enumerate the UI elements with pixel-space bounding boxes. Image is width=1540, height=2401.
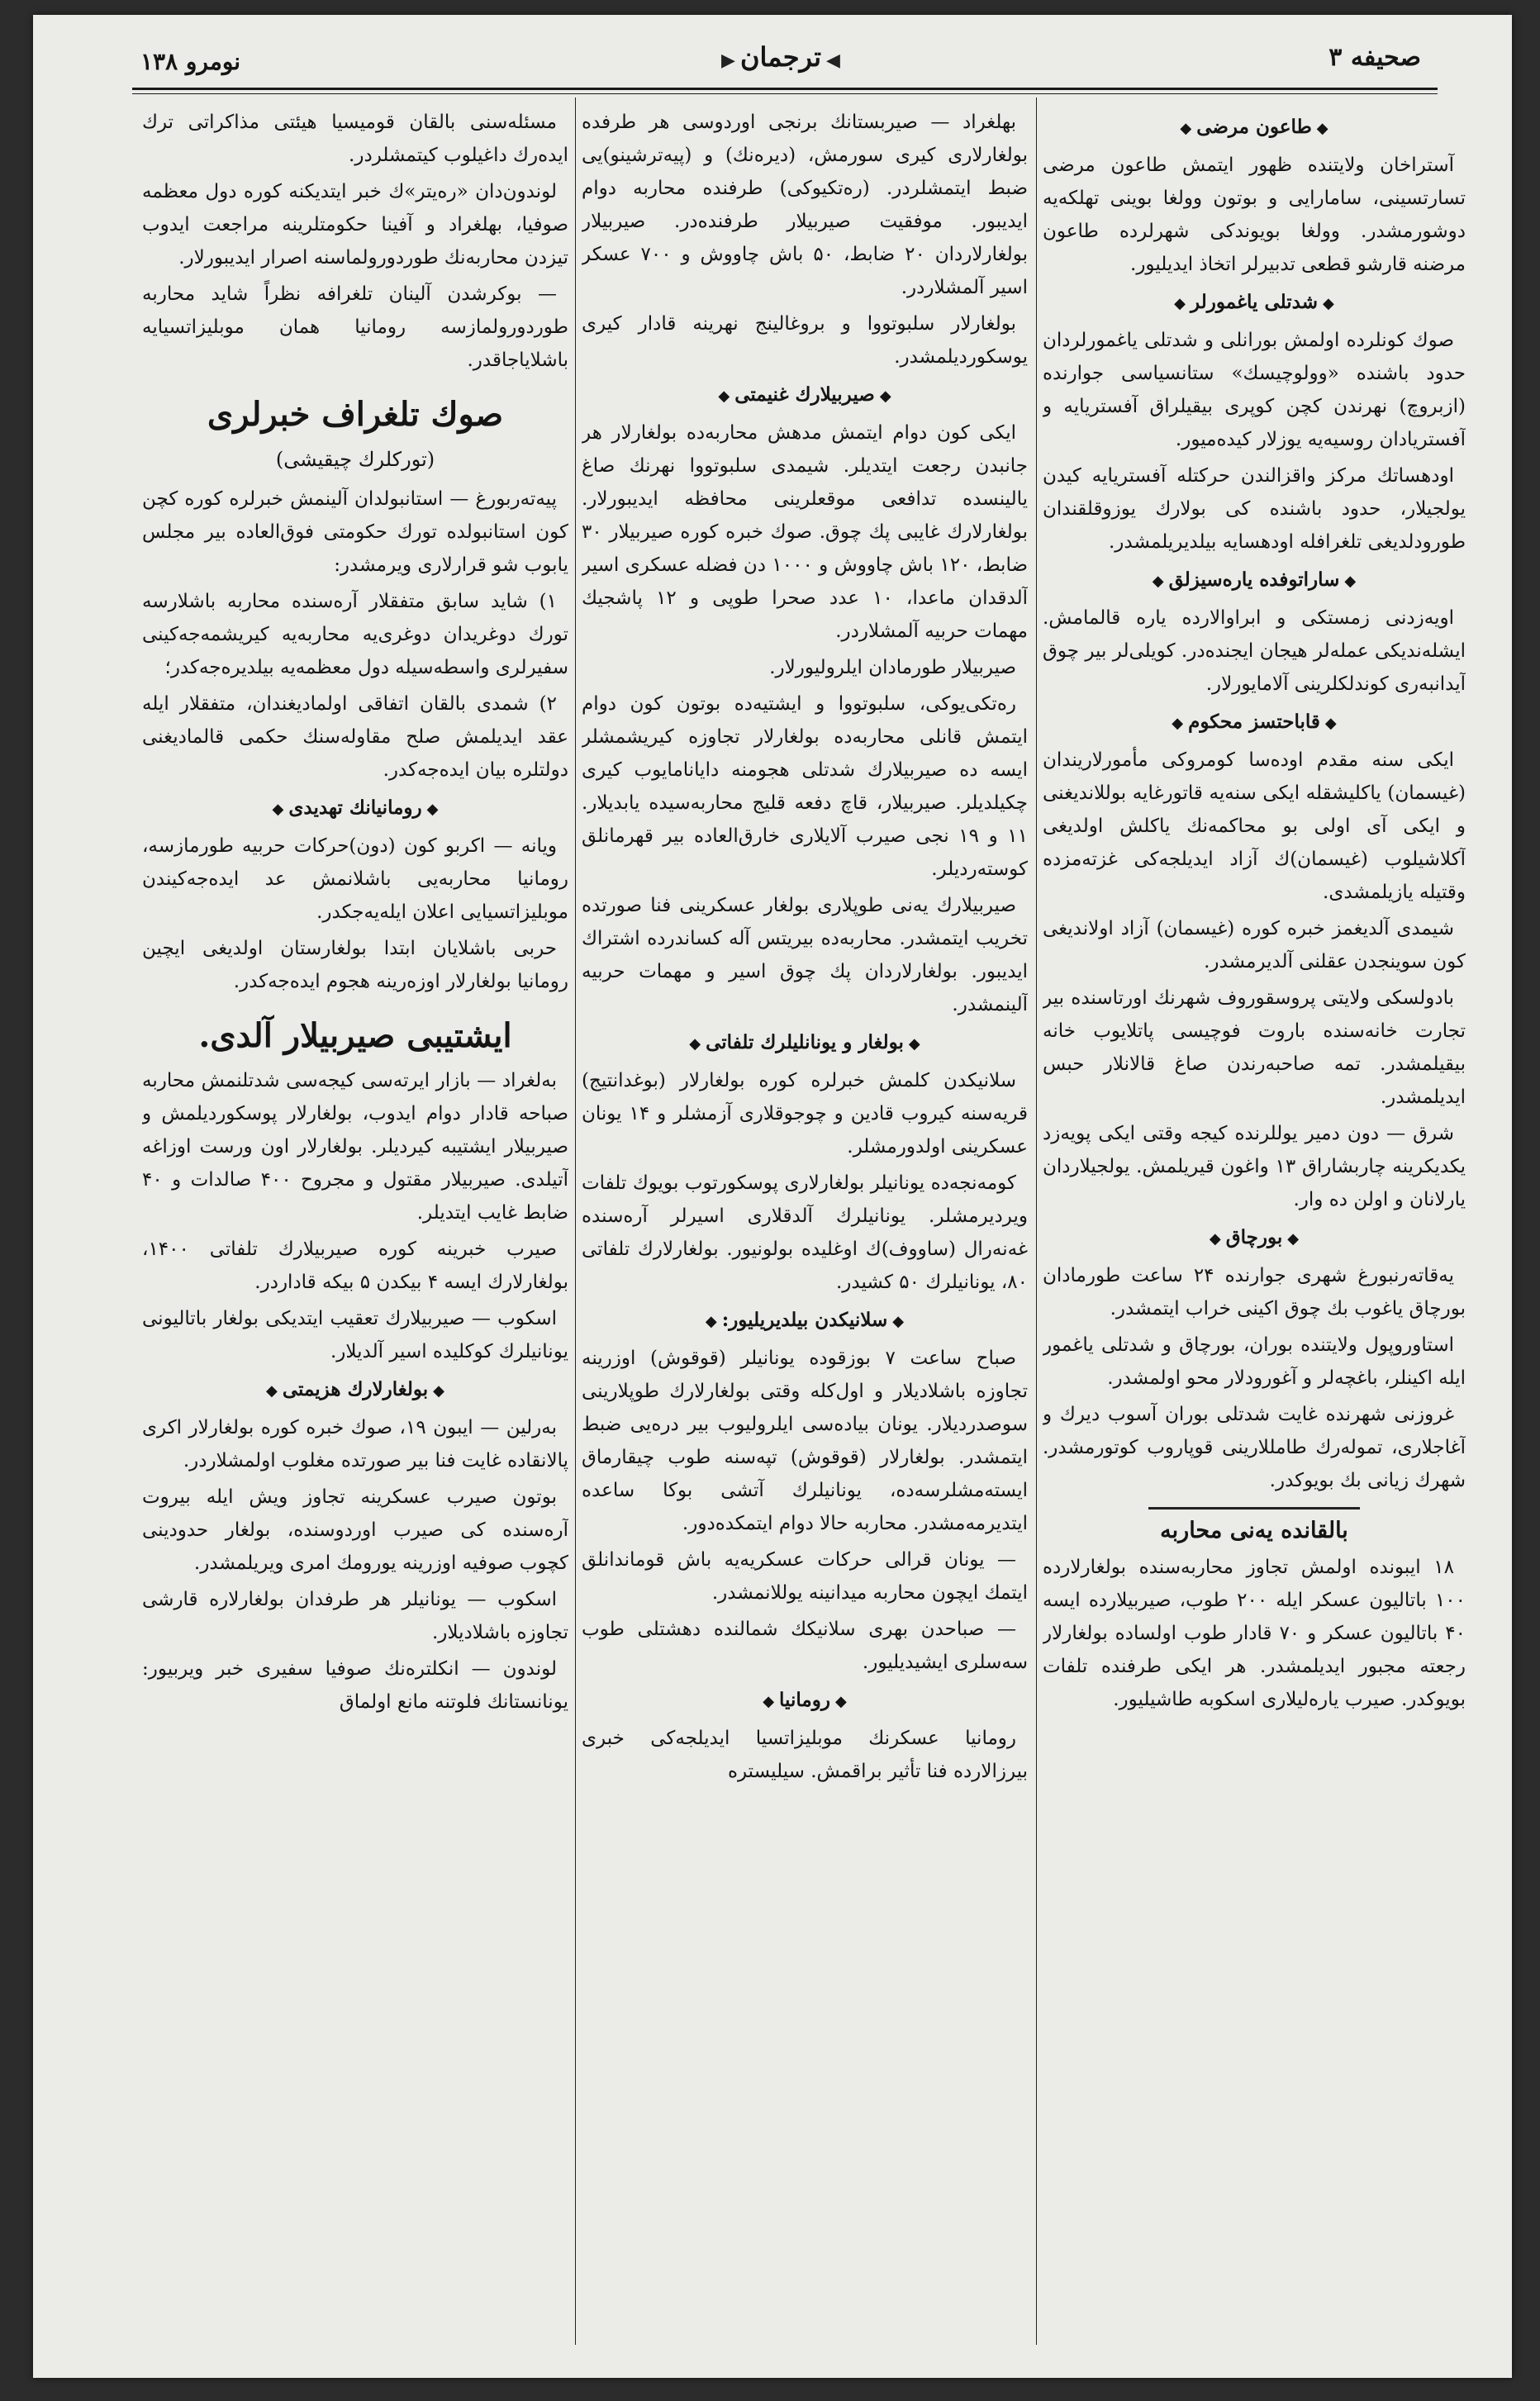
article-paragraph: غروزنی شهرنده غایت شدتلی بوران آسوب دیرك و آغاجلاری، تموله‌رك طامللارینی قوپاروب کوتورمشدر. شهرك زیانی بك بویوکدر. [1043, 1404, 1466, 1491]
section-divider [1148, 1507, 1360, 1510]
article-paragraph: ایکی سنه مقدم اوده‌سا کومروکی مأمورلاریندان (غیسمان) یاکلیشقله ایکی سنه‌یه قاتورغایه بوللاندیغنی و ایکی آی اولی بو محاکمه‌نك یاکلش اولدیغی آکلاشیلوب (غیسمان)ك آزاد ایدیلجه‌کی غزته‌مزده وقتیله یازیلمشدی. [1043, 749, 1466, 903]
article-paragraph: صیربیلارك یه‌نی طوپلاری بولغار عسکرینی فنا صورتده تخریب ایتمشدر. محاربه‌ده بیریتس آله کساندرده اشتراك ایدیبور. بولغارلاردان پك چوق اسیر و مهمات حربیه آلینمشدر. [582, 895, 1028, 1015]
newspaper-title [716, 41, 845, 73]
article-paragraph: صیربیلار طورمادان ایلرولیورلار. [769, 657, 1016, 678]
article-paragraph: رومانیا عسکرنك موبلیزاتسیا ایدیلجه‌کی خبری بیرزالارده فنا تأثیر براقمش. سیلیستره [582, 1728, 1028, 1782]
article-paragraph: اودهساتك مرکز واقزالندن حرکتله آفستریایه کیدن یولجیلار، حدود باشنده کی بولارك یوزوقلقندان طورودلدیغی تلغرافله اودهسایه بیلدیریلمشدر. [1043, 465, 1466, 553]
diamond-icon: ◆ [763, 1693, 775, 1710]
middle-column [582, 106, 1028, 2337]
article-paragraph: لوندون‌دان «ره‌یتر»ك خبر ایتدیکنه کوره دول معظمه صوفیا، بهلغراد و آفینا حکومتلرینه مراجعت ایدوب تیزدن محاربه‌نك طوردورولماسنه اصرار ایدیبورلار. [142, 181, 568, 269]
section-headline: بالقانده یه‌نی محاربه [1160, 1518, 1348, 1543]
article-paragraph: — یونان قرالی حرکات عسکریه‌یه باش قوماندانلق ایتمك ایچون محاربه میدانینه یوللانمشدر. [582, 1549, 1028, 1604]
article-paragraph: بولغارلار سلبوتووا و بروغالینج نهرینه قادار کیری یوسکوردیلمشدر. [582, 313, 1028, 368]
diamond-icon: ◆ [718, 387, 730, 405]
diamond-icon: ◆ [1172, 715, 1184, 732]
diamond-icon: ◆ [1324, 715, 1337, 732]
section-headline: صوك تلغراف خبرلری [207, 395, 504, 434]
article-paragraph: ۲) شمدی بالقان اتفاقی اولمادیغندان، متفقلار ایله عقد ایدیلمش صلح مقاوله‌سنك حکمی قالمادیغنی دولتلره بیان ایده‌جه‌کدر. [142, 693, 568, 781]
right-column [1043, 106, 1466, 2337]
article-paragraph: اسکوب — صیربیلارك تعقیب ایتدیکی بولغار باتالیونی یونانیلرك کوکلیده اسیر آلدیلار. [142, 1308, 568, 1362]
article-paragraph: کومه‌نجه‌ده یونانیلر بولغارلاری پوسکورتوب بویوك تلفات ویردیرمشلر. یونانیلرك آلدقلاری اسیرلر آره‌سنده غه‌نه‌رال (ساووف)ك اوغلیده بولونیور. بولغارلارك تلفاتی ۸۰، یونانیلرك ۵۰ کشیدر. [582, 1172, 1028, 1293]
diamond-icon: ◆ [1344, 573, 1357, 590]
subheading-text: ساراتوفده یاره‌سیزلق [1168, 568, 1340, 591]
diamond-icon: ◆ [1287, 1230, 1300, 1248]
subheading-text: بولغار و یونانلیلرك تلفاتی [706, 1031, 904, 1053]
section-subheading [582, 378, 1028, 413]
article-paragraph: اسکوب — یونانیلر هر طرفدان بولغارلاره قارشی تجاوزه باشلادیلار. [142, 1589, 568, 1643]
article-paragraph: ۱) شاید سابق متفقلار آره‌سنده محاربه باشلارسه تورك دوغریدان دوغری‌یه محاربه‌یه کیریشمه‌جه‌کینی سفیرلری واسطه‌سیله دول معظمه‌یه بیلدیره‌جه‌کدر؛ [142, 591, 568, 678]
article-paragraph: پیه‌ته‌ربورغ — استانبولدان آلینمش خبرلره کوره کچن کون استانبولده تورك حکومتی فوق‌العاده بیر مجلس یابوب شو قرارلاری ویرمشدر: [142, 488, 568, 576]
diamond-icon: ◆ [892, 1313, 905, 1330]
article-paragraph: به‌لغراد — بازار ایرته‌سی کیجه‌سی شدتلنمش محاربه صباحه قادار دوام ایدوب، بولغارلار پوسکوردیلمش و صیربیلار ایشتیبه کیردیلر. بولغارلار اون ورست اوزاغه آتیلدی. صیربیلار مقتول و مجروح ۴۰۰ صالدات و ۴۰ ضابط غایب ایتدیلر. [142, 1070, 568, 1224]
subheading-text: رومانیا [779, 1689, 830, 1711]
ornament-icon: ◀ [826, 50, 840, 71]
diamond-icon: ◆ [834, 1693, 847, 1710]
subheading-text: طاعون مرضی [1196, 116, 1312, 138]
section-subheading [142, 1373, 568, 1408]
diamond-icon: ◆ [689, 1035, 701, 1053]
issue-number: نومرو ۱۳۸ [140, 48, 241, 75]
section-subheading [582, 1304, 1028, 1338]
article-paragraph: صوك کونلرده اولمش بورانلی و شدتلی یاغمورلردان حدود باشنده «وولوچیسك» ستانسیاسی جوارنده (ازبروچ) نهرندن کچن کوپری بیقیلراق آفستریایه و آفستریادان روسیه‌یه یوزلار کیده‌میور. [1043, 330, 1466, 450]
column-divider [575, 97, 576, 2345]
article-paragraph: — صباحدن بهری سلانیکك شمالنده دهشتلی طوب سه‌سلری ایشیدیلیور. [582, 1619, 1028, 1673]
subheading-text: بولغارلارك هزیمتی [282, 1378, 429, 1400]
subheading-text: شدتلی یاغمورلر [1191, 291, 1318, 313]
section-subheading [1043, 706, 1466, 740]
subheading-text: سلانیکدن بیلدیریلیور: [721, 1309, 888, 1331]
section-subtitle: (تورکلرك چیقیشی) [275, 448, 435, 471]
section-subheading [582, 1026, 1028, 1061]
article-paragraph: بوتون صیرب عسکرینه تجاوز ویش ایله بیروت آره‌سنده کی صیرب اوردوسنده، بولغار حدودینی کچوب صوفیه اوزرینه یورومك امری ویریلمشدر. [142, 1486, 568, 1574]
left-column [142, 106, 568, 2337]
diamond-icon: ◆ [1316, 120, 1328, 137]
diamond-icon: ◆ [433, 1382, 444, 1400]
section-subheading [1043, 1221, 1466, 1256]
diamond-icon: ◆ [272, 801, 284, 818]
section-subheading [1043, 111, 1466, 145]
subheading-text: قاباحتسز محکوم [1188, 711, 1320, 733]
diamond-icon: ◆ [705, 1313, 717, 1330]
article-paragraph: سلانیکدن کلمش خبرلره کوره بولغارلار (بوغدانتیج) قریه‌سنه کیروب قادین و چوجوقلاری آزمشلر و ۱۴ یونان عسکرینی اولدورمشلر. [582, 1070, 1028, 1158]
section-subheading [1043, 286, 1466, 321]
diamond-icon: ◆ [879, 387, 891, 405]
diamond-icon: ◆ [426, 801, 439, 818]
subheading-text: صیربیلارك غنیمتی [734, 383, 875, 406]
diamond-icon: ◆ [1174, 295, 1186, 312]
section-subheading [142, 792, 568, 826]
article-paragraph: — بوکرشدن آلینان تلغرافه نظراً شاید محاربه طوردورولمازسه رومانیا همان موبلیزاتسیایه باشلایاجاقدر. [142, 283, 568, 371]
article-paragraph: صباح ساعت ۷ بوزقوده یونانیلر (قوقوش) اوزرینه تجاوزه باشلادیلار و اول‌کله وقتی بولغارلارك طوپلارینی سوصدردیلار. یونان بیاده‌سی ایلرولیوب بیر دره‌یی ضبط ایتمشدر. بولغارلار (قوقوش) تپه‌سنه طوب چیقارماق ایسته‌مشلرسه‌ده، یونانیلرك آتشی بوکا ساعده ایتدیرمه‌مشدر. محاربه حالا دوام ایتمکده‌دور. [582, 1348, 1028, 1534]
column-divider [1036, 97, 1037, 2345]
diamond-icon: ◆ [1322, 295, 1334, 312]
article-paragraph: استاوروپول ولایتنده بوران، بورچاق و شدتلی یاغمور ایله اکینلر، باغچه‌لر و آغورودلار محو اولمشدر. [1043, 1334, 1466, 1389]
article-paragraph: اویه‌زدنی زمستکی و ابراوالارده یاره قالمامش. ایشله‌ندیکی عمله‌لر هیجان ایجنده‌در. کویلی‌لر بیر چوق آیدانبه‌ری کوندلکلرینی آلامایورلار. [1043, 607, 1466, 695]
article-paragraph: شرق — دون دمیر یوللرنده کیجه وقتی ایکی پویه‌زد یکدیکرینه چاربشاراق ۱۳ واغون قیریلمش. یولجیلاردان یارلانان و اولن ده وار. [1043, 1123, 1466, 1210]
article-paragraph: مسئله‌سنی بالقان قومیسیا هیئتی مذاکراتی ترك ایده‌رك داغیلوب کیتمشلردر. [142, 112, 568, 166]
diamond-icon: ◆ [1152, 573, 1164, 590]
article-paragraph: بهلغراد — صیربستانك برنجی اوردوسی هر طرفده بولغارلاری کیری سورمش، (دیره‌نك) و (پیه‌ترشینو)یی ضبط ایتمشلردر. (ره‌تکیوکی) طرفنده محاربه دوام ایدیبور. موفقیت صیربیلار طرفنده‌در. صیربیلار بولغارلاردان ۲۰ ضابط، ۵۰ باش چاووش و ۷۰۰ عسکر اسیر آلمشلاردر. [582, 112, 1028, 298]
ornament-icon: ▶ [721, 50, 735, 71]
article-paragraph: ویانه — اکربو کون (دون)حرکات حربیه طورمازسه، رومانیا محاربه‌یی باشلانمش عد ایده‌جه‌کیندن موبلیزاتسیایی اعلان ایله‌یه‌جکدر. [142, 835, 568, 923]
subheading-text: بورچاق [1225, 1226, 1283, 1248]
newspaper-title-text: ترجمان [739, 41, 822, 73]
header-rule-thin [132, 93, 1438, 94]
section-subheading [582, 1684, 1028, 1719]
article-paragraph: ایکی کون دوام ایتمش مدهش محاربه‌ده بولغارلار هر جانبدن رجعت ایتدیلر. شیمدی سلبوتووا نهرنك صاغ یالینسده تدافعی موقعلرینی محافظه ایدیبورلار. بولغارلارك غایبی پك چوق. صوك خبره کوره صیربیلار ۳۰ ضابط، ۱۲۰ باش چاووش و ۱۰۰۰ دن فضله عسکری اسیر آلدقدان ماعدا، ۱۰ عدد صحرا طوپی و ۱۲ پاشجیك مهمات حربیه آلمشلاردر. [582, 422, 1028, 642]
article-paragraph: شیمدی آلدیغمز خبره کوره (غیسمان) آزاد اولاندیغی کون سوینجدن عقلنی آلدیرمشدر. [1043, 918, 1466, 972]
subheading-text: رومانیانك تهدیدی [288, 796, 422, 819]
masthead [140, 38, 1421, 91]
article-paragraph: به‌رلین — ایبون ۱۹، صوك خبره کوره بولغارلار اکری پالانقاده غایت فنا بیر صورتده مغلوب اولمشلاردر. [142, 1417, 568, 1472]
article-paragraph: لوندون — انکلتره‌نك صوفیا سفیری خبر ویربیور: یونانستانك فلوتنه مانع اولماق [142, 1658, 568, 1713]
article-paragraph: آستراخان ولایتنده ظهور ایتمش طاعون مرضی تسارتسینی، سامارایی و بوتون وولغا بوینی تهلکه‌یه دوشورمشدر. وولغا بویوندکی شهرلرده طاعون مرضنه قارشو قطعی تدبیرلر اتخاذ ایدیلیور. [1043, 155, 1466, 275]
article-paragraph: بادولسکی ولایتی پروسقوروف شهرنك اورتاسنده بیر تجارت خانه‌سنده باروت فوچیسی پاتلایوب خانه بیقیلمشدر. تمه صاحبه‌رندن صاغ قالانلار حبس ایدیلمشدر. [1043, 987, 1466, 1108]
article-paragraph: ۱۸ ایبونده اولمش تجاوز محاربه‌سنده بولغارلارده ۱۰۰ باتالیون عسکر ایله ۲۰۰ طوب، صیربیلارده ایسه ۴۰ باتالیون عسکر و ۷۰ قادار طوب اولساده بولغارلار رجعته مجبور ایدیلمشدر. هر ایکی طرفنده تلفات بویوکدر. صیرب یاره‌لیلاری اسکوبه طاشیلیور. [1043, 1557, 1466, 1710]
diamond-icon: ◆ [908, 1035, 920, 1053]
diamond-icon: ◆ [265, 1382, 278, 1400]
diamond-icon: ◆ [1180, 120, 1192, 137]
header-rule [132, 88, 1438, 90]
section-headline: ایشتیبی صیربیلار آلدی. [198, 1016, 512, 1055]
diamond-icon: ◆ [1209, 1230, 1221, 1248]
newspaper-page [33, 15, 1512, 2378]
page-number: صحیفه ۳ [1328, 43, 1421, 72]
article-paragraph: ره‌تکی‌یوکی، سلبوتووا و ایشتیه‌ده بوتون کون دوام ایتمش قانلی محاربه‌ده بولغارلار تجاوزه کیریشمشلر ایسه ده صیربیلارك شدتلی هجومنه دایانامایوب کیری چکیلدیلر. صیربیلار، قاچ دفعه قلیج محاربه‌سیده یابدیلار. ۱۱ و ۱۹ نجی صیرب آلایلاری خارق‌العاده بیر قهرمانلق کوسته‌ردیلر. [582, 693, 1028, 880]
article-paragraph: صیرب خبرینه کوره صیربیلارك تلفاتی ۱۴۰۰، بولغارلارك ایسه ۴ بیکدن ۵ بیکه قادار‌در. [142, 1239, 568, 1293]
article-paragraph: حربی باشلایان ابتدا بولغارستان اولدیغی ایچین رومانیا بولغارلار اوزه‌رینه هجوم ایده‌جه‌کدر. [142, 938, 568, 992]
section-subheading [1043, 563, 1466, 598]
article-paragraph: یه‌قاته‌رنبورغ شهری جوارنده ۲۴ ساعت طورمادان بورچاق یاغوب بك چوق اکینی خراب ایتمشدر. [1043, 1265, 1466, 1319]
